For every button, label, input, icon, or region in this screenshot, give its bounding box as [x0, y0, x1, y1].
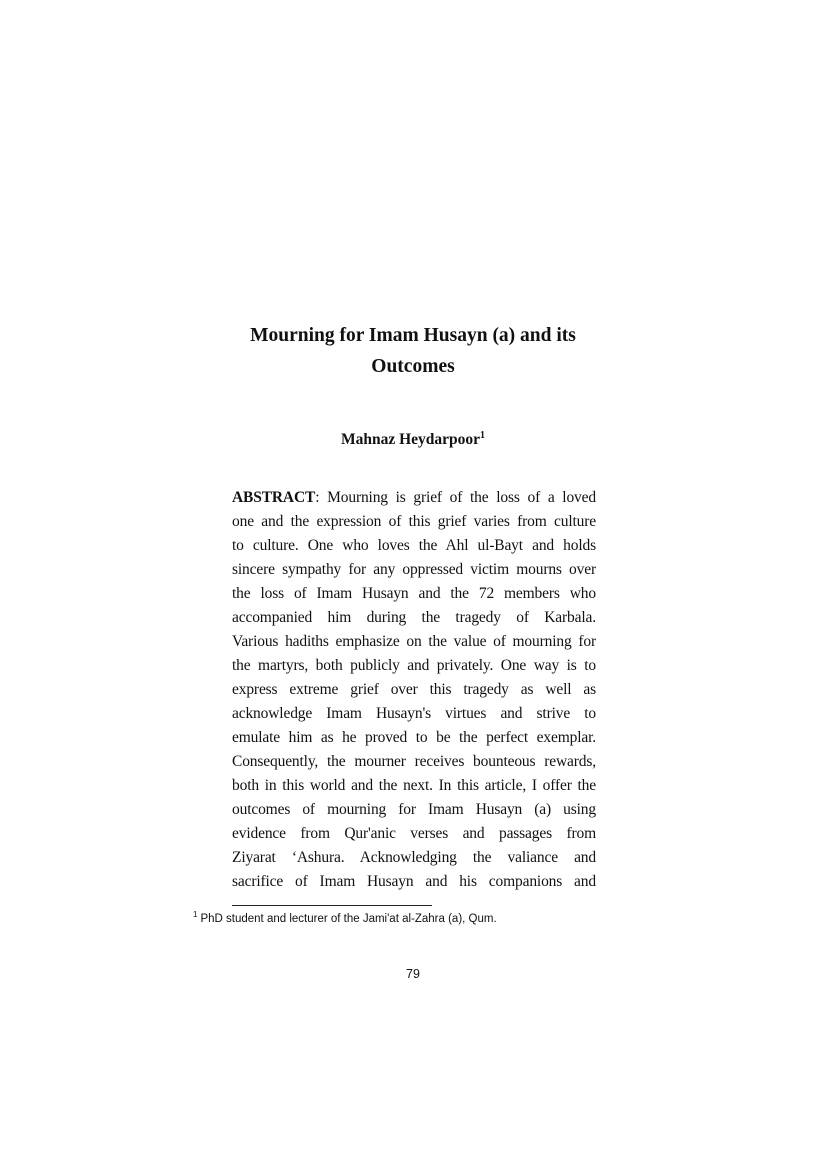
- abstract-line: accompanied him during the tragedy of Karbala.: [232, 609, 596, 626]
- abstract-line: [232, 486, 596, 510]
- abstract-line: sacrifice of Imam Husayn and his companions and: [232, 873, 596, 890]
- page-number: 79: [406, 967, 420, 981]
- footnote-separator: [232, 905, 432, 906]
- abstract-line: outcomes of mourning for Imam Husayn (a) using: [232, 801, 596, 818]
- footnote: [193, 910, 613, 928]
- article-title-line-2: Outcomes: [371, 356, 455, 377]
- abstract-line: one and the expression of this grief varies from culture: [232, 513, 596, 530]
- article-title-line-1: Mourning for Imam Husayn (a) and its: [250, 325, 576, 346]
- abstract-line: Consequently, the mourner receives bounteous rewards,: [232, 753, 596, 770]
- abstract-first-line-text: : Mourning is grief of the loss of a loved: [315, 489, 596, 506]
- abstract-line: acknowledge Imam Husayn's virtues and strive to: [232, 705, 596, 722]
- abstract-paragraph: [232, 486, 596, 894]
- author-name: Mahnaz Heydarpoor: [340, 431, 481, 448]
- abstract-line: express extreme grief over this tragedy as well as: [232, 681, 596, 698]
- abstract-line: evidence from Qur'anic verses and passages from: [232, 825, 596, 842]
- abstract-line: Ziyarat ‘Ashura. Acknowledging the valiance and: [232, 849, 596, 866]
- abstract-line: the loss of Imam Husayn and the 72 members who: [232, 585, 596, 602]
- abstract-line: to culture. One who loves the Ahl ul-Bayt and holds: [232, 537, 596, 554]
- abstract-line: sincere sympathy for any oppressed victim mourns over: [232, 561, 596, 578]
- abstract-line: emulate him as he proved to be the perfect exemplar.: [232, 729, 596, 746]
- abstract-line: both in this world and the next. In this article, I offer the: [232, 777, 596, 794]
- author-footnote-marker: 1: [480, 429, 486, 441]
- author-byline: [200, 428, 626, 452]
- abstract-label: ABSTRACT: [232, 489, 316, 506]
- footnote-text: PhD student and lecturer of the Jami'at al-Zahra (a), Qum.: [200, 913, 497, 925]
- abstract-line: the martyrs, both publicly and privately. One way is to: [232, 657, 596, 674]
- abstract-line: Various hadiths emphasize on the value of mourning for: [232, 633, 596, 650]
- footnote-marker: 1: [193, 910, 198, 920]
- article-title: [200, 320, 626, 382]
